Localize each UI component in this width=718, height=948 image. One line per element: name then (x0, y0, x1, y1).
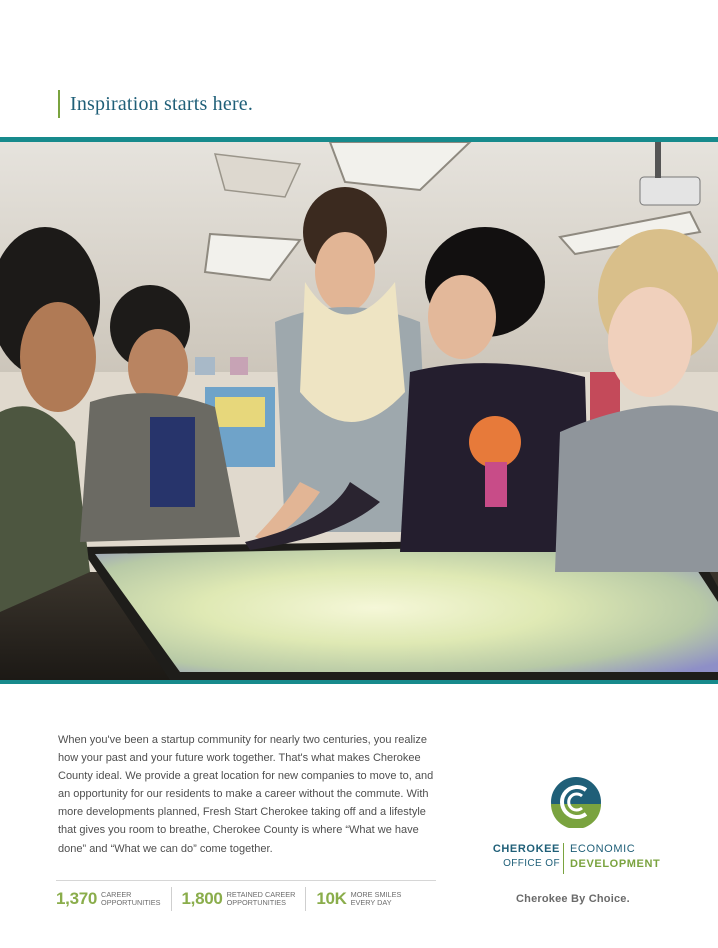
stat-label-line2: OPPORTUNITIES (101, 898, 161, 907)
stat-label (101, 891, 160, 907)
tagline: Cherokee By Choice. (516, 893, 630, 905)
stat-retained-career (182, 889, 296, 909)
stat-label-line2: EVERY DAY (350, 898, 392, 907)
headline-accent-bar (58, 90, 60, 118)
stats-bar (56, 880, 436, 911)
headline: Inspiration starts here. (70, 92, 254, 115)
logo-wordmark (488, 842, 668, 876)
logo-economic: ECONOMIC (570, 843, 636, 855)
bottom-divider (0, 680, 718, 684)
stat-label (227, 891, 296, 907)
cherokee-logo-icon (550, 776, 602, 828)
stat-label-line1: CAREER (101, 890, 132, 899)
headline-block (58, 90, 253, 118)
logo-left-text (493, 842, 560, 872)
stat-separator (171, 887, 172, 911)
stat-value: 1,370 (56, 889, 98, 908)
stat-separator (305, 887, 306, 911)
logo-office-of: OFFICE OF (503, 858, 560, 869)
classroom-illustration (0, 142, 718, 680)
body-copy: When you've been a startup community for nearly two centuries, you realize how your past and your future work together. That's what makes Cherokee County ideal. We provide a great location for new companies to move to, and an opportunity for our residents to make a career without the commute. With more developments planned, Fresh Start Cherokee taking off and a lifestyle that gives you room to breathe, Cherokee County is where “What we have done” and “What we can do” come together. (58, 734, 434, 855)
logo-divider (563, 843, 564, 874)
stat-value: 10K (316, 889, 347, 908)
logo-right-text (570, 842, 660, 872)
classroom-photo (0, 142, 718, 680)
stat-label-line2: OPPORTUNITIES (226, 898, 287, 907)
stat-label-line1: MORE SMILES (350, 890, 402, 899)
stat-label-line1: RETAINED CAREER (226, 890, 296, 899)
stat-career-opportunities (56, 889, 161, 909)
stat-more-smiles (316, 889, 401, 909)
logo-cherokee: CHEROKEE (492, 843, 560, 855)
stat-value: 1,800 (181, 889, 223, 908)
logo-development: DEVELOPMENT (570, 858, 661, 870)
stat-label (351, 891, 402, 907)
